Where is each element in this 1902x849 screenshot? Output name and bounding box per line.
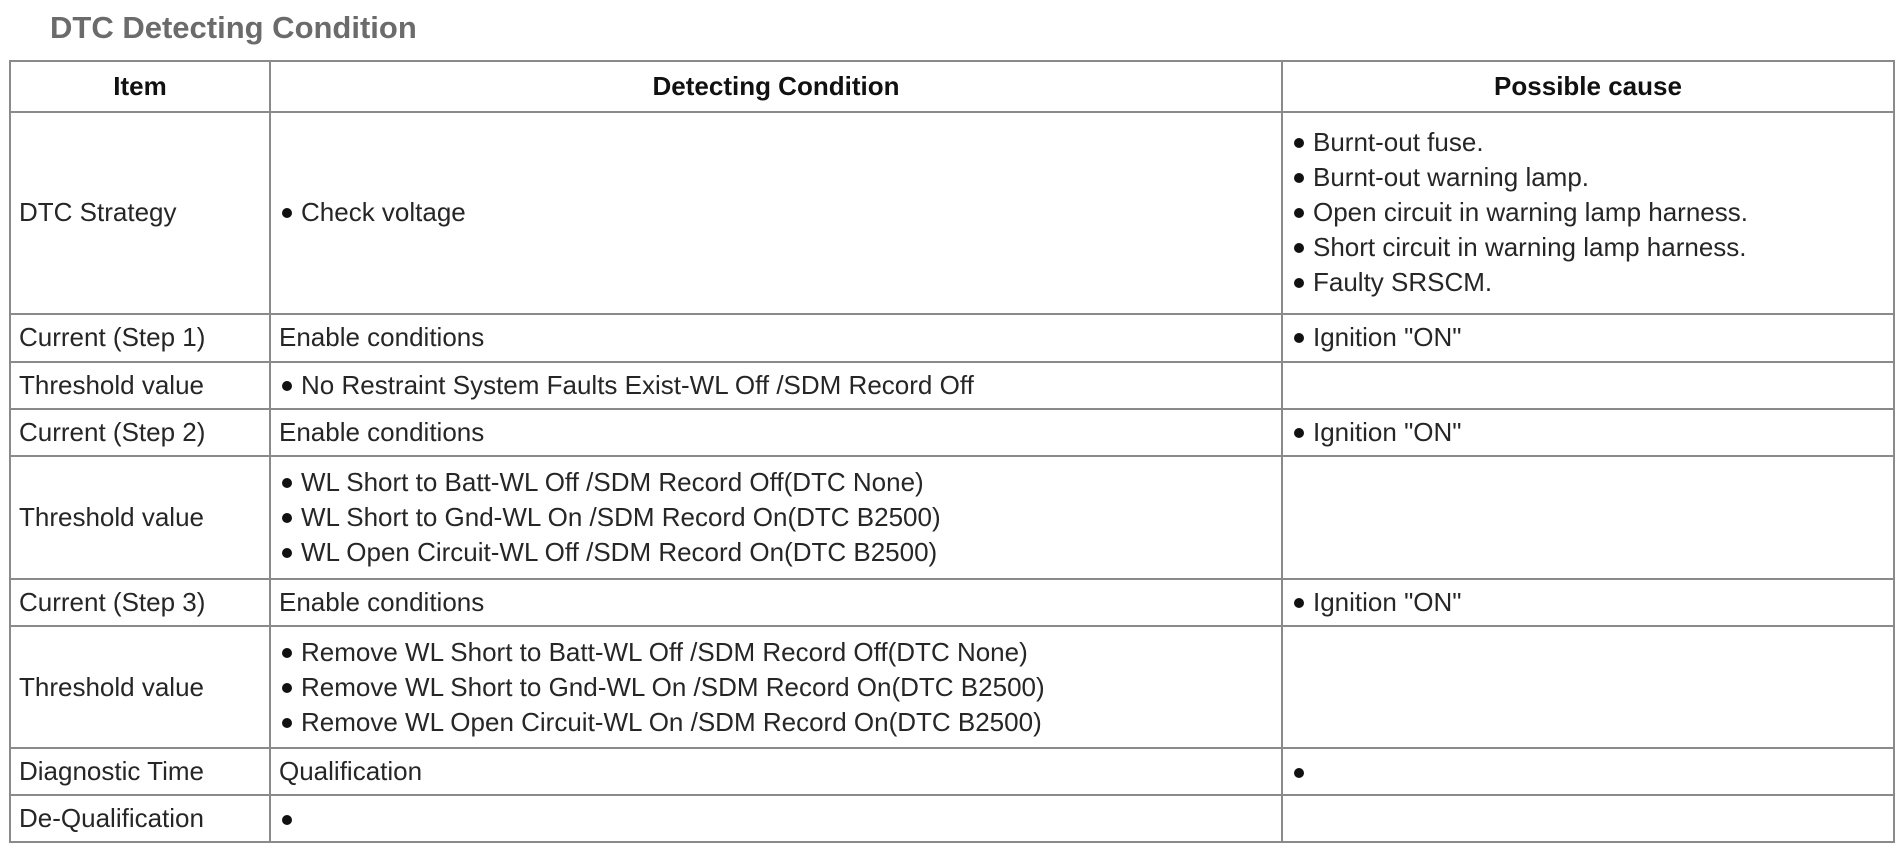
bullet-item: Ignition "ON" <box>1291 415 1885 450</box>
table-header-row <box>10 61 1894 112</box>
cause-cell <box>1282 112 1894 314</box>
condition-cell <box>270 314 1282 362</box>
cause-cell-bullet-list <box>1291 585 1885 620</box>
condition-cell-text: Enable conditions <box>279 417 485 448</box>
cause-cell <box>1282 314 1894 362</box>
condition-cell <box>270 409 1282 457</box>
condition-cell-bullet-list <box>279 195 1273 230</box>
table-row <box>10 626 1894 748</box>
dtc-condition-table <box>9 60 1895 843</box>
condition-cell <box>270 456 1282 578</box>
bullet-item: Burnt-out fuse. <box>1291 125 1885 160</box>
bullet-item: Short circuit in warning lamp harness. <box>1291 230 1885 265</box>
item-cell: Threshold value <box>10 362 270 409</box>
item-cell: De-Qualification <box>10 795 270 842</box>
item-cell: Current (Step 1) <box>10 314 270 362</box>
cause-cell-bullet-list <box>1291 125 1885 300</box>
cause-cell <box>1282 579 1894 627</box>
condition-cell <box>270 112 1282 314</box>
condition-cell-bullet-list <box>279 465 1273 570</box>
bullet-item: Remove WL Short to Batt-WL Off /SDM Record Off(DTC None) <box>279 635 1273 670</box>
bullet-item: Remove WL Open Circuit-WL On /SDM Record On(DTC B2500) <box>279 705 1273 740</box>
table-row <box>10 795 1894 842</box>
bullet-icon <box>282 815 292 825</box>
table-row <box>10 362 1894 409</box>
bullet-item: Check voltage <box>279 195 1273 230</box>
bullet-item: Burnt-out warning lamp. <box>1291 160 1885 195</box>
condition-cell <box>270 362 1282 409</box>
cause-cell <box>1282 409 1894 457</box>
item-cell: Threshold value <box>10 626 270 748</box>
item-cell: Current (Step 2) <box>10 409 270 457</box>
table-row <box>10 579 1894 627</box>
condition-cell-text: Qualification <box>279 756 423 787</box>
cause-cell <box>1282 748 1894 795</box>
item-cell: Current (Step 3) <box>10 579 270 627</box>
bullet-item: WL Short to Gnd-WL On /SDM Record On(DTC B2500) <box>279 500 1273 535</box>
item-cell: Threshold value <box>10 456 270 578</box>
condition-cell <box>270 626 1282 748</box>
condition-cell-text: Enable conditions <box>279 586 485 617</box>
item-cell: Diagnostic Time <box>10 748 270 795</box>
cause-cell-bullet-list <box>1291 415 1885 450</box>
condition-cell-bullet-list <box>279 368 1273 403</box>
bullet-item: WL Open Circuit-WL Off /SDM Record On(DTC B2500) <box>279 535 1273 570</box>
table-row <box>10 748 1894 795</box>
header-item: Item <box>10 61 270 112</box>
table-row <box>10 409 1894 457</box>
table-row <box>10 314 1894 362</box>
bullet-item: Remove WL Short to Gnd-WL On /SDM Record On(DTC B2500) <box>279 670 1273 705</box>
condition-cell-text: Enable conditions <box>279 322 485 353</box>
header-possible-cause: Possible cause <box>1282 61 1894 112</box>
condition-cell <box>270 748 1282 795</box>
page-title: DTC Detecting Condition <box>50 10 417 45</box>
condition-cell <box>270 795 1282 842</box>
cause-cell-bullet-list <box>1291 320 1885 355</box>
cause-cell <box>1282 626 1894 748</box>
bullet-item: Open circuit in warning lamp harness. <box>1291 195 1885 230</box>
bullet-item: WL Short to Batt-WL Off /SDM Record Off(DTC None) <box>279 465 1273 500</box>
cause-cell <box>1282 795 1894 842</box>
bullet-item: Ignition "ON" <box>1291 320 1885 355</box>
condition-cell <box>270 579 1282 627</box>
table-row <box>10 112 1894 314</box>
bullet-item: Ignition "ON" <box>1291 585 1885 620</box>
bullet-item: No Restraint System Faults Exist-WL Off /SDM Record Off <box>279 368 1273 403</box>
item-cell: DTC Strategy <box>10 112 270 314</box>
cause-cell <box>1282 456 1894 578</box>
cause-cell <box>1282 362 1894 409</box>
header-detecting-condition: Detecting Condition <box>270 61 1282 112</box>
bullet-icon <box>1294 768 1304 778</box>
condition-cell-bullet-list <box>279 635 1273 740</box>
bullet-item: Faulty SRSCM. <box>1291 265 1885 300</box>
table-row <box>10 456 1894 578</box>
